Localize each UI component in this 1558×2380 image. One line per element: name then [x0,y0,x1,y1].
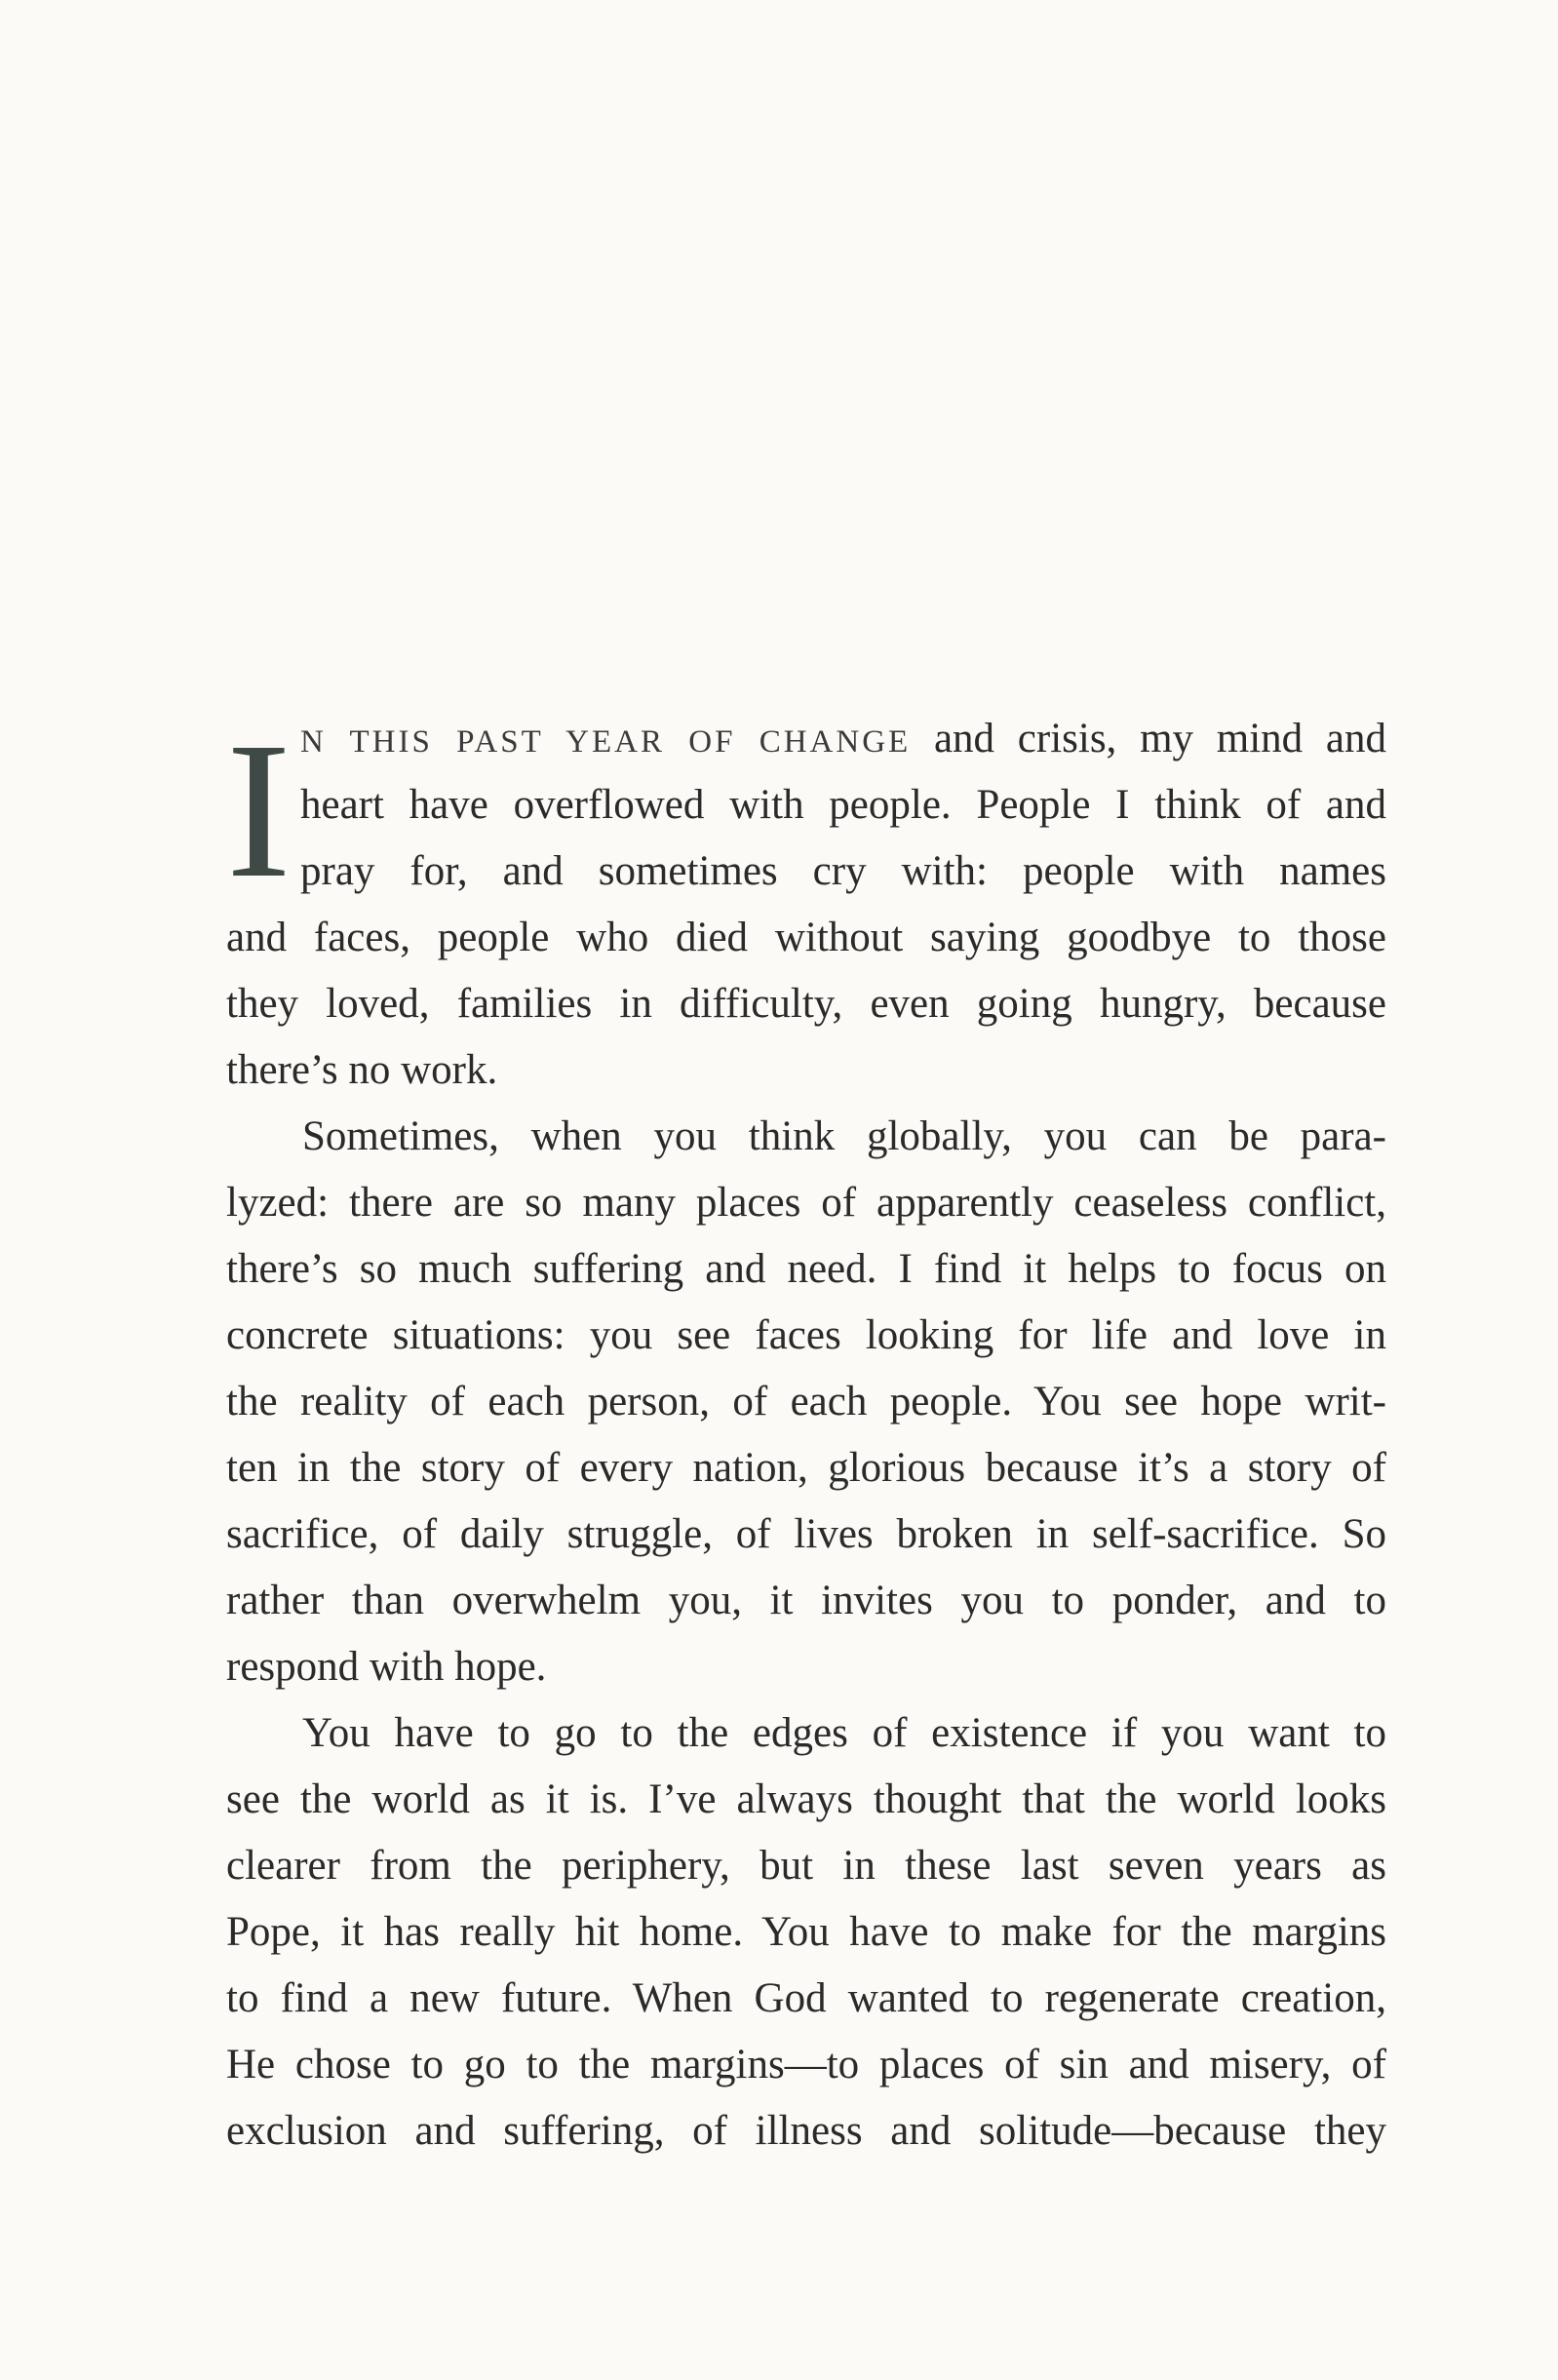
text-line: rather than overwhelm you, it invites you to ponder, and to [226,1578,1386,1623]
text-line: to find a new future. When God wanted to regenerate creation, [226,1975,1386,2021]
text-line: Sometimes, when you think globally, you can be para- [302,1113,1386,1159]
first-line [226,706,1386,772]
text-line: Pope, it has really hit home. You have to make for the margins [226,1909,1386,1955]
text-line: there’s no work. [226,1047,498,1093]
text-line: respond with hope. [226,1644,547,1690]
text-line: lyzed: there are so many places of apparently ceaseless conflict, [226,1180,1386,1226]
text-line: pray for, and sometimes cry with: people with names [300,848,1386,894]
text-line: heart have overflowed with people. People I think of and [300,782,1386,828]
text-line: You have to go to the edges of existence if you want to [302,1710,1386,1756]
text-line: concrete situations: you see faces looking for life and love in [226,1312,1386,1358]
opening-smallcaps: N THIS PAST YEAR OF CHANGE [300,724,912,760]
text-line: exclusion and suffering, of illness and solitude—because they [226,2108,1386,2154]
text-line: ten in the story of every nation, glorious because it’s a story of [226,1445,1386,1491]
text-line: clearer from the periphery, but in these last seven years as [226,1843,1386,1889]
text-line: there’s so much suffering and need. I find it helps to focus on [226,1246,1386,1292]
body-text [226,703,1386,2165]
text-line: He chose to go to the margins—to places of sin and misery, of [226,2042,1386,2087]
text-line: they loved, families in difficulty, even going hungry, because [226,981,1386,1027]
text-line: and faces, people who died without saying goodbye to those [226,915,1386,960]
text-line: sacrifice, of daily struggle, of lives broken in self-sacrifice. So [226,1511,1386,1557]
drop-cap: I [226,703,292,918]
text-line: see the world as it is. I’ve always thought that the world looks [226,1776,1386,1822]
first-line-rest: and crisis, my mind and [911,716,1386,761]
text-line: the reality of each person, of each people. You see hope writ- [226,1379,1386,1424]
